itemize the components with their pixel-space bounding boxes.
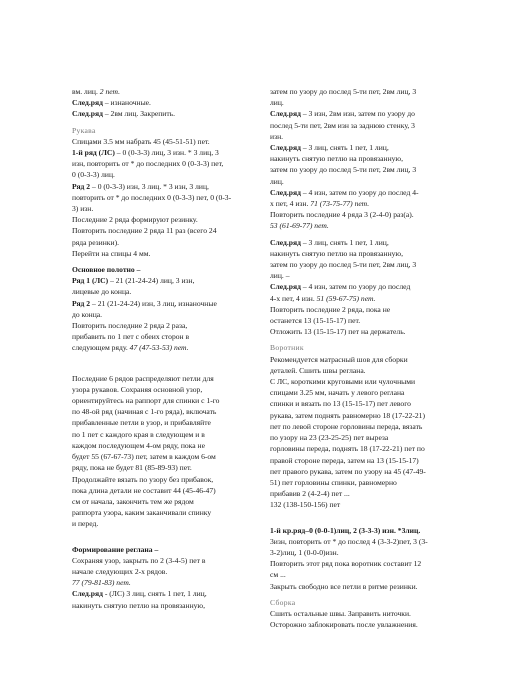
text-line: прибавленные петли в узор, и прибавляйте — [72, 418, 211, 428]
text-line: Формирование реглана – — [72, 544, 159, 554]
text-line: изн, повторить от * до последних 0 (0-3-3) пет, — [72, 159, 224, 169]
text-line: изн. — [270, 131, 284, 141]
text-line: раппорта узора, каким заканчивали спинку — [72, 508, 212, 518]
text-line: 4-х пет, 4 изн. 51 (59-67-75) пет. — [270, 293, 376, 303]
text-line: Ряд 1 (ЛС) – 21 (21-24-24) лиц, 3 изн, — [72, 276, 195, 286]
text-line: Перейти на спицы 4 мм. — [72, 248, 151, 258]
text-line: каждом последующем 4-ом ряду, пока не — [72, 440, 205, 450]
text-line: лиц. – — [270, 271, 290, 281]
text-line: Спицами 3.5 мм набрать 45 (45-51-51) пет. — [72, 136, 210, 146]
text-line: 53 (61-69-77) пет. — [270, 221, 329, 231]
text-line: След.ряд – 3 изн, 2вм изн, затем по узору до — [270, 109, 415, 119]
text-line: След.ряд – 3 лиц, снять 1 пет, 1 лиц, — [270, 237, 389, 247]
text-line: 1-й ряд (ЛС) – 0 (0-3-3) лиц, 3 изн. * 3 лиц, 3 — [72, 148, 219, 158]
text-line: спицами 3.25 мм, начать у левого реглана — [270, 388, 405, 398]
text-line: Последние 6 рядов распределяют петли для — [72, 373, 214, 383]
text-line: Повторить последние 2 ряда, пока не — [270, 304, 391, 314]
text-line: лиц. — [270, 176, 284, 186]
text-line: 0 (0-3-3) лиц. — [72, 170, 115, 180]
text-line: затем по узору до послед 5-ти пет, 2вм лиц, 3 — [270, 260, 417, 270]
text-line: по 48-ой ряд (начиная с 1-го ряда), включать — [72, 407, 217, 417]
text-line: След.ряд - (ЛС) 3 лиц, снять 1 пет, 1 лиц, — [72, 589, 207, 599]
text-line: затем по узору до послед 5-ти пет, 2вм лиц, 3 — [270, 165, 417, 175]
text-line: по 1 пет с каждого края в следующем и в — [72, 429, 205, 439]
text-line: Повторить последние 4 ряда 3 (2-4-0) раз(а). — [270, 210, 414, 220]
text-line: С ЛС, короткими круговыми или чулочными — [270, 377, 416, 387]
text-line: След.ряд – 4 изн, затем по узору до послед 4- — [270, 187, 419, 197]
text-line: 77 (79-81-83) пет. — [72, 578, 131, 588]
text-line: Ряд 2 – 0 (0-3-3) изн, 3 лиц. * 3 изн, 3 лиц, — [72, 181, 209, 191]
text-line: спинки и вязать по 13 (15-15-17) пет левого — [270, 399, 411, 409]
text-line: Сшить остальные швы. Заправить ниточки. — [270, 608, 411, 618]
text-line: 51) пет горловины спинки, равномерно — [270, 477, 397, 487]
text-line: 132 (138-150-156) пет — [270, 500, 341, 510]
spacer — [72, 530, 260, 544]
section-heading: Рукава — [72, 125, 96, 135]
text-line: Повторить последние 2 ряда 11 раз (всего 24 — [72, 226, 217, 236]
text-line: см от начала, закончить тем же рядом — [72, 496, 194, 506]
spacer — [72, 354, 260, 368]
text-line: 3) изн. — [72, 204, 94, 214]
text-line: ряда резинки). — [72, 237, 119, 247]
text-line: см ... — [270, 570, 286, 580]
text-line: деталей. Сшить швы реглана. — [270, 365, 366, 375]
text-line: начале следующих 2-х рядов. — [72, 566, 168, 576]
text-line: 3-2)лиц, 1 (0-0-0)изн. — [270, 547, 339, 557]
text-line: лицевые до конца. — [72, 287, 132, 297]
text-line: Ряд 2 – 21 (21-24-24) изн, 3 лиц, изнаночные — [72, 298, 217, 308]
text-line: пет по левой стороне горловины переда, вязать — [270, 421, 423, 431]
text-line: и перед. — [72, 519, 99, 529]
text-line: След.ряд – 2вм лиц. Закрепить. — [72, 109, 176, 119]
text-line: Продолжайте вязать по узору без прибавок, — [72, 474, 214, 484]
text-line: до конца. — [72, 309, 103, 319]
text-line: Повторить последние 2 ряда 2 раза, — [72, 321, 188, 331]
text-line: вм. лиц. 2 пет. — [72, 87, 121, 96]
text-line: Основное полотно – — [72, 265, 141, 275]
text-line: накинуть снятую петлю на провязанную, — [270, 248, 404, 258]
text-line: Повторить этот ряд пока воротник составит 12 — [270, 559, 422, 569]
text-line: по узору на 23 (23-25-25) пет выреза — [270, 433, 389, 443]
text-line: Осторожно заблокировать после увлажнения. — [270, 620, 418, 630]
text-line: Рекомендуется матрасный шов для сборки — [270, 354, 408, 364]
text-line: ряду, пока не будет 81 (85-89-93) пет. — [72, 463, 192, 473]
text-line: будет 55 (67-67-73) пет, затем в каждом 6-ом — [72, 452, 216, 462]
text-line: 3изн, повторить от * до послед 4 (3-3-2)пет, 3 (3- — [270, 536, 428, 546]
text-line: 1-й кр.ряд–0 (0-0-1)лиц, 2 (3-3-3) изн. *3лиц. — [270, 525, 421, 535]
text-line: накинуть снятую петлю на провязанную, — [270, 154, 404, 164]
text-line: правой стороне переда, затем на 13 (15-15-17) — [270, 455, 419, 465]
section-heading: Воротник — [270, 343, 304, 353]
spacer — [270, 511, 466, 525]
text-line: повторить от * до последних 0 (0-3-3) пет, 0 (0-3- — [72, 192, 232, 202]
text-line: След.ряд – изнаночные. — [72, 98, 151, 108]
text-line: затем по узору до послед 5-ти пет, 2вм лиц, 3 — [270, 87, 417, 96]
text-line: пока длина детали не составит 44 (45-46-47) — [72, 485, 216, 495]
text-line: След.ряд – 3 лиц, снять 1 пет, 1 лиц, — [270, 143, 389, 153]
text-line: х пет, 4 изн. 71 (73-75-77) пет. — [270, 199, 370, 209]
text-line: следующем ряду. 47 (47-53-53) пет. — [72, 343, 189, 353]
text-line: останется 13 (15-15-17) пет. — [270, 316, 361, 326]
left-column — [72, 86, 260, 611]
text-line: горловины переда, поднять 18 (17-22-21) пет по — [270, 444, 425, 454]
text-line: Последние 2 ряда формируют резинку. — [72, 215, 198, 225]
text-line: пет правого рукава, затем по узору на 45 (47-49- — [270, 466, 426, 476]
text-line: лиц. — [270, 98, 284, 108]
text-line: Закрыть свободно все петли в ритме резинки. — [270, 581, 418, 591]
text-line: Отложить 13 (15-15-17) пет на держатель. — [270, 327, 406, 337]
text-line: ориентируйтесь на раппорт для спинки с 1-го — [72, 396, 220, 406]
text-line: рукава, затем поднять равномерно 18 (17-22-21) — [270, 410, 425, 420]
text-line: накинуть снятую петлю на провязанную, — [72, 600, 206, 610]
right-column — [270, 86, 466, 630]
section-heading: Сборка — [270, 597, 296, 607]
text-line: прибавить по 1 пет с обеих сторон в — [72, 332, 190, 342]
text-line: След.ряд – 4 изн, затем по узору до послед — [270, 282, 411, 292]
text-line: прибавив 2 (4-2-4) пет ... — [270, 489, 350, 499]
text-line: узора рукавов. Сохраняя основной узор, — [72, 384, 203, 394]
text-line: послед 5-ти пет, 2вм изн за заднюю стенку, 3 — [270, 120, 415, 130]
text-line: Сохраняя узор, закрыть по 2 (3-4-5) пет в — [72, 555, 206, 565]
